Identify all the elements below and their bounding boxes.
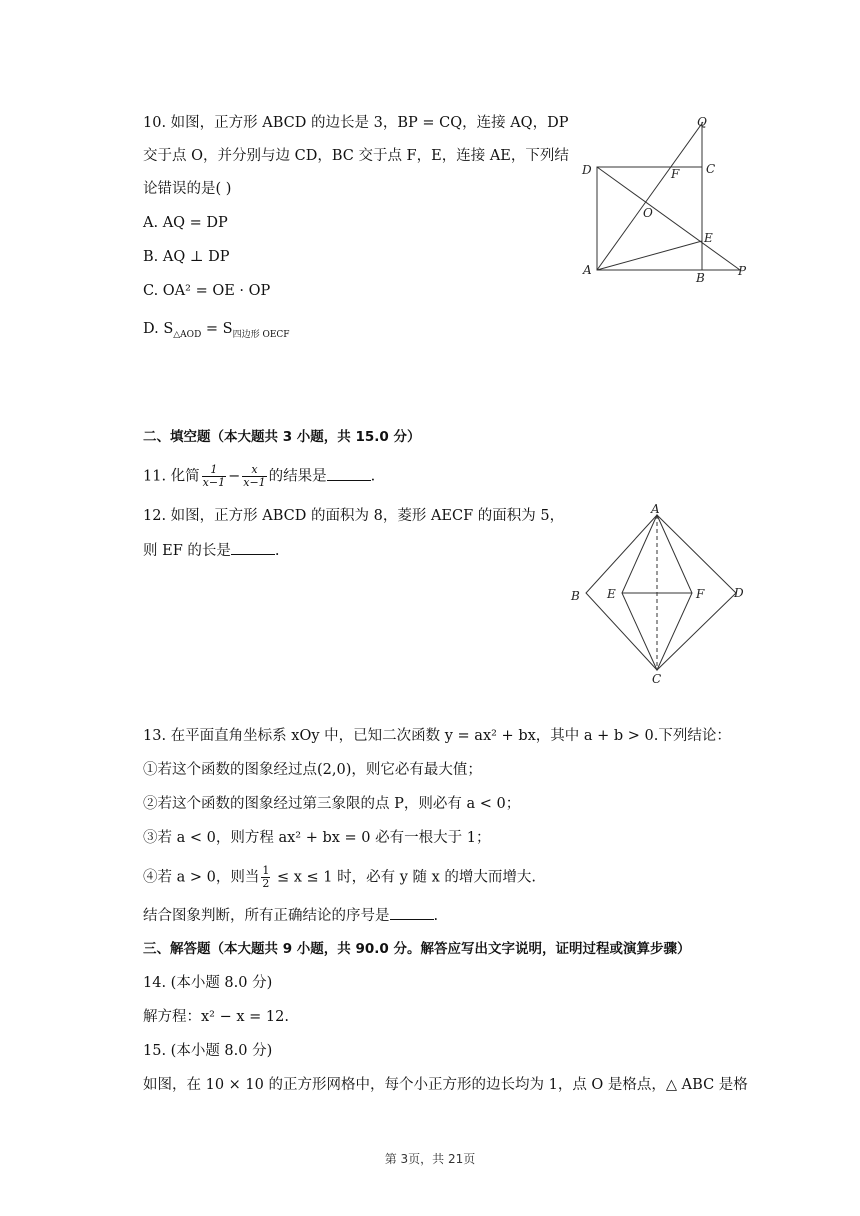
- q13-statement-3: ③若 a < 0，则方程 ax² + bx = 0 必有一根大于 1；: [143, 830, 491, 846]
- q10-label-b: B: [696, 271, 705, 285]
- section-2-heading: 二、填空题（本大题共 3 小题，共 15.0 分）: [143, 429, 421, 445]
- q11-fraction-2: $\frac{x}{x-1}$: [243, 463, 266, 489]
- q11-answer-blank: [327, 466, 371, 481]
- q10-label-q: Q: [697, 115, 707, 129]
- q14-line-2: 解方程：x² − x = 12.: [143, 1009, 289, 1025]
- q10-line-3: 论错误的是( ): [143, 181, 232, 197]
- q12-line-2: 则 EF 的长是 .: [143, 540, 279, 561]
- q10-figure: [575, 110, 760, 290]
- q10-label-a: A: [583, 263, 592, 277]
- q12-figure: [566, 500, 756, 690]
- q12-label-b: B: [571, 589, 580, 603]
- q12-label-d: D: [734, 586, 744, 600]
- q13-statement-4: ④若 a > 0，则当 $\frac{1}{2}$ ≤ x ≤ 1 时，必有 y 随 x 的增大而增大.: [143, 864, 537, 890]
- q10-option-d-sub2: 四边形 OECF: [232, 329, 290, 340]
- q11-line: 11. 化简 $\frac{1}{x-1}$ − $\frac{x}{x-1}$ 的结果是 .: [143, 463, 376, 489]
- q15-line-2: 如图，在 10 × 10 的正方形网格中，每个小正方形的边长均为 1，点 O 是格点，△ ABC 是格: [143, 1077, 748, 1093]
- q12-label-a: A: [651, 502, 660, 516]
- q10-line-1: 10. 如图，正方形 ABCD 的边长是 3，BP = CQ，连接 AQ，DP: [143, 115, 569, 131]
- q12-label-f: F: [696, 587, 705, 601]
- q11-fraction-1: $\frac{1}{x-1}$: [202, 463, 226, 489]
- q10-label-f: F: [671, 167, 680, 181]
- q10-option-b: B. AQ ⊥ DP: [143, 249, 230, 265]
- q10-option-c: C. OA² = OE · OP: [143, 283, 271, 299]
- q10-option-a: A. AQ = DP: [143, 215, 228, 231]
- q10-label-e: E: [704, 231, 713, 245]
- q13-statement-2: ②若这个函数的图象经过第三象限的点 P，则必有 a < 0；: [143, 796, 521, 812]
- q10-label-c: C: [706, 162, 716, 176]
- page-footer: 第 3页，共 21页: [384, 1152, 476, 1166]
- q10-option-d-sub1: △AOD: [173, 329, 202, 340]
- q10-label-o: O: [643, 206, 653, 220]
- q13-fraction: $\frac{1}{2}$: [262, 864, 270, 890]
- q13-statement-1: ①若这个函数的图象经过点(2,0)，则它必有最大值；: [143, 762, 482, 778]
- q12-label-c: C: [652, 672, 662, 686]
- q14-line-1: 14. (本小题 8.0 分): [143, 975, 273, 991]
- q10-line-2: 交于点 O，并分别与边 CD，BC 交于点 F，E，连接 AE，下列结: [143, 148, 569, 164]
- q12-line-1: 12. 如图，正方形 ABCD 的面积为 8，菱形 AECF 的面积为 5，: [143, 508, 565, 524]
- q10-label-d: D: [582, 163, 592, 177]
- q13-line-1: 13. 在平面直角坐标系 xOy 中，已知二次函数 y = ax² + bx，其中 a + b > 0.下列结论：: [143, 728, 731, 744]
- q13-line-6: 结合图象判断，所有正确结论的序号是 .: [143, 905, 438, 926]
- q15-line-1: 15. (本小题 8.0 分): [143, 1043, 273, 1059]
- q13-answer-blank: [390, 905, 434, 920]
- q12-label-e: E: [607, 587, 616, 601]
- section-3-heading: 三、解答题（本大题共 9 小题，共 90.0 分。解答应写出文字说明，证明过程或演算步骤）: [143, 941, 691, 957]
- q10-label-p: P: [738, 264, 747, 278]
- q10-option-d: D. $S_{\triangle AOD} = S_{四边形 OECF}$: [143, 321, 290, 340]
- q12-answer-blank: [231, 540, 275, 555]
